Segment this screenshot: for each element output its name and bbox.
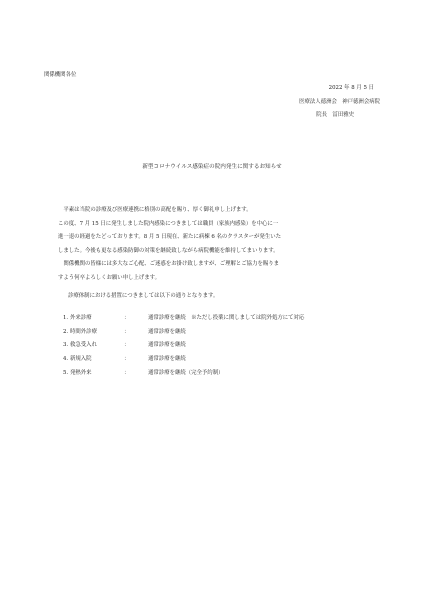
- item-colon: ：: [124, 369, 130, 376]
- item-colon: ：: [124, 315, 130, 321]
- item-number: 2.: [63, 328, 69, 335]
- body-line: この度、7 月 15 日に発生しました院内感染につきましては職員（家族内感染）を中心に一: [58, 220, 279, 227]
- measures-intro: 診療体制における措置につきましては以下の通りとなります。: [68, 293, 219, 299]
- item-name: 救急受入れ: [70, 342, 97, 349]
- item-value: 通常診療を継続: [148, 328, 186, 335]
- item-colon: ：: [124, 342, 130, 349]
- item-name: 新規入院: [70, 356, 92, 363]
- body-line: すよう何卒よろしくお願い申し上げます。: [58, 274, 160, 281]
- measures-list: [63, 316, 393, 384]
- list-item: [63, 371, 393, 385]
- item-name: 発熱外来: [70, 369, 92, 376]
- item-number: 4.: [63, 356, 69, 363]
- organization-line: 医療法人徳洲会 神戸徳洲会病院: [299, 99, 380, 105]
- item-value: 通常診療を継続: [148, 342, 186, 349]
- body-paragraphs: [58, 208, 378, 290]
- item-number: 5.: [63, 369, 69, 376]
- body-line: 平素は当院の診療及び医療連携に格別の高配を賜り、厚く御礼申し上げます。: [58, 207, 252, 213]
- notice-title: 新型コロナウイルス感染症の院内発生に関するお知らせ: [142, 164, 282, 170]
- item-name: 外来診療: [70, 315, 92, 321]
- list-item: [63, 357, 393, 371]
- item-colon: ：: [124, 328, 130, 335]
- item-colon: ：: [124, 356, 130, 363]
- list-item: [63, 343, 393, 357]
- recipient-line: 関係機関各位: [44, 72, 77, 78]
- item-value: 通常診療を継続: [148, 356, 186, 363]
- date-line: 2022 年 8 月 5 日: [328, 85, 374, 91]
- body-line: 進一退の経過をたどっております。8 月 5 日現在、新たに病棟 6 名のクラスターが発生いた: [58, 234, 281, 241]
- list-item: [63, 330, 393, 344]
- item-value: 通常診療を継続 ※ただし投薬に関しましては院外処方にて対応: [148, 315, 305, 321]
- body-line: 関係機関の皆様には多大なご心配、ご迷惑をお掛け致しますが、ご理解とご協力を賜りま: [58, 261, 280, 268]
- item-number: 1.: [63, 315, 69, 321]
- item-number: 3.: [63, 342, 69, 349]
- item-value: 通常診療を継続（完全予約制）: [148, 369, 224, 376]
- item-name: 時間外診療: [70, 328, 97, 335]
- body-line: しました。今後も更なる感染防御の対策を継続致しながら病院機能を維持してまいります。: [58, 247, 279, 254]
- list-item: [63, 316, 393, 330]
- sender-line: 院長 冨田雅史: [316, 112, 354, 118]
